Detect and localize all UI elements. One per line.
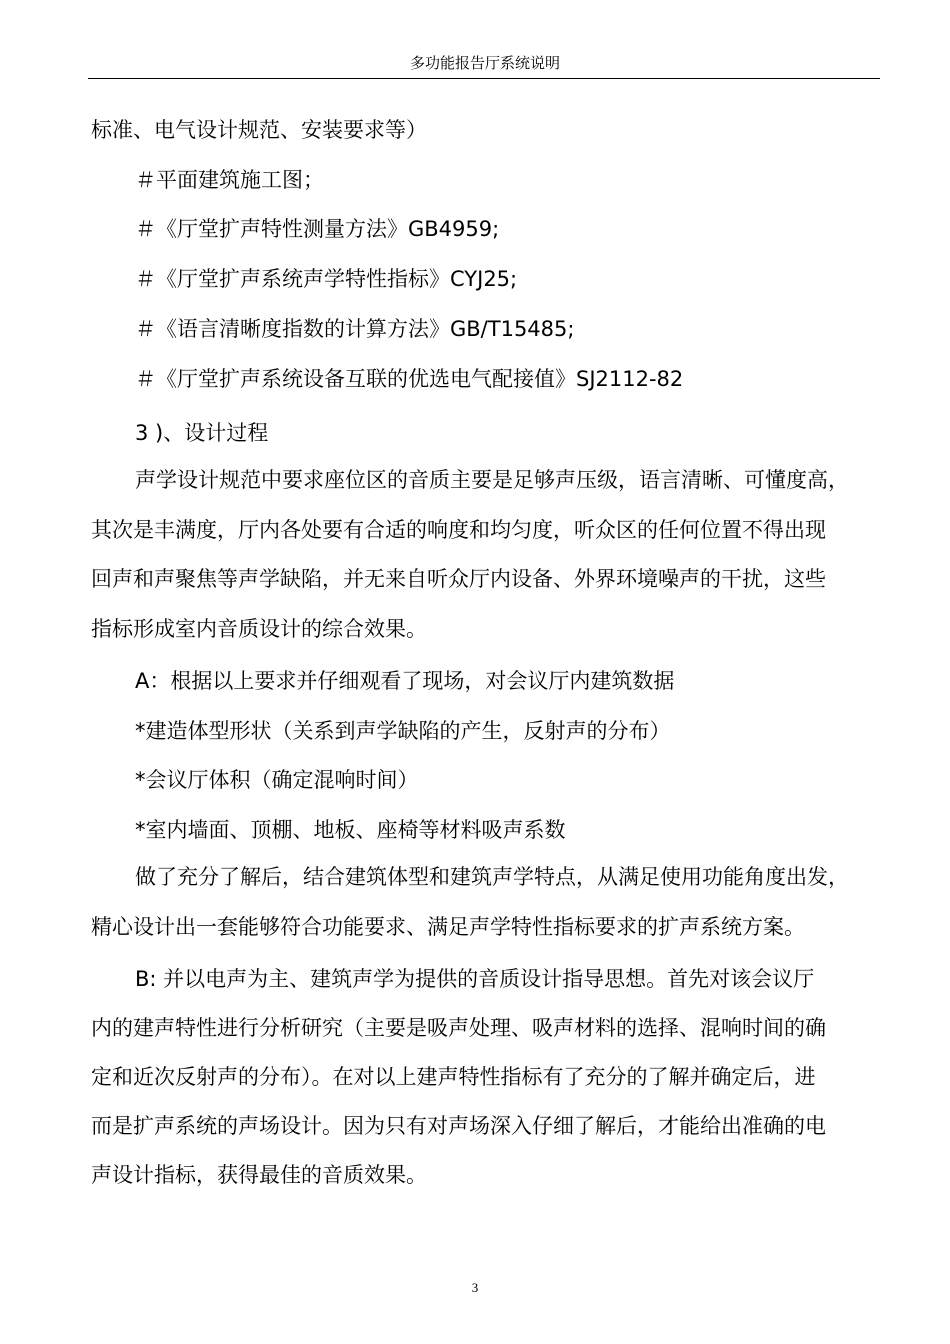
text-line: 而是扩声系统的声场设计。因为只有对声场深入仔细了解后，才能给出准确的电 [91,1114,826,1138]
text-line: *室内墙面、顶棚、地板、座椅等材料吸声系数 [135,818,566,842]
text-line: 精心设计出一套能够符合功能要求、满足声学特性指标要求的扩声系统方案。 [91,915,805,939]
section-heading: 3 )、设计过程 [135,421,269,445]
text-line: 内的建声特性进行分析研究（主要是吸声处理、吸声材料的选择、混响时间的确 [91,1016,826,1040]
text-line: 做了充分了解后，结合建筑体型和建筑声学特点，从满足使用功能角度出发， [135,865,849,889]
text-line: *建造体型形状（关系到声学缺陷的产生，反射声的分布） [135,719,671,743]
text-line: 其次是丰满度，厅内各处要有合适的响度和均匀度，听众区的任何位置不得出现 [91,518,826,542]
page-number: 3 [471,1280,479,1295]
text-line: 声设计指标，获得最佳的音质效果。 [91,1163,427,1187]
text-line: ＃《语言清晰度指数的计算方法》GB/T15485; [135,317,575,341]
text-line: *会议厅体积（确定混响时间） [135,768,419,792]
text-line: 标准、电气设计规范、安装要求等） [91,118,427,142]
text-line: 定和近次反射声的分布）。在对以上建声特性指标有了充分的了解并确定后，进 [91,1065,816,1089]
text-line: ＃平面建筑施工图； [135,168,324,192]
text-line: 回声和声聚焦等声学缺陷，并无来自听众厅内设备、外界环境噪声的干扰，这些 [91,567,826,591]
header-divider [88,78,880,79]
text-line: 声学设计规范中要求座位区的音质主要是足够声压级，语言清晰、可懂度高， [135,468,849,492]
text-line: 指标形成室内音质设计的综合效果。 [91,617,427,641]
text-line: ＃《厅堂扩声特性测量方法》GB4959; [135,217,500,241]
text-line: A：根据以上要求并仔细观看了现场，对会议厅内建筑数据 [135,669,675,693]
text-line: ＃《厅堂扩声系统设备互联的优选电气配接值》SJ2112-82 [135,367,684,391]
text-line: ＃《厅堂扩声系统声学特性指标》CYJ25; [135,267,518,291]
page-header-title: 多功能报告厅系统说明 [409,54,560,72]
text-line: B: 并以电声为主、建筑声学为提供的音质设计指导思想。首先对该会议厅 [135,967,815,991]
